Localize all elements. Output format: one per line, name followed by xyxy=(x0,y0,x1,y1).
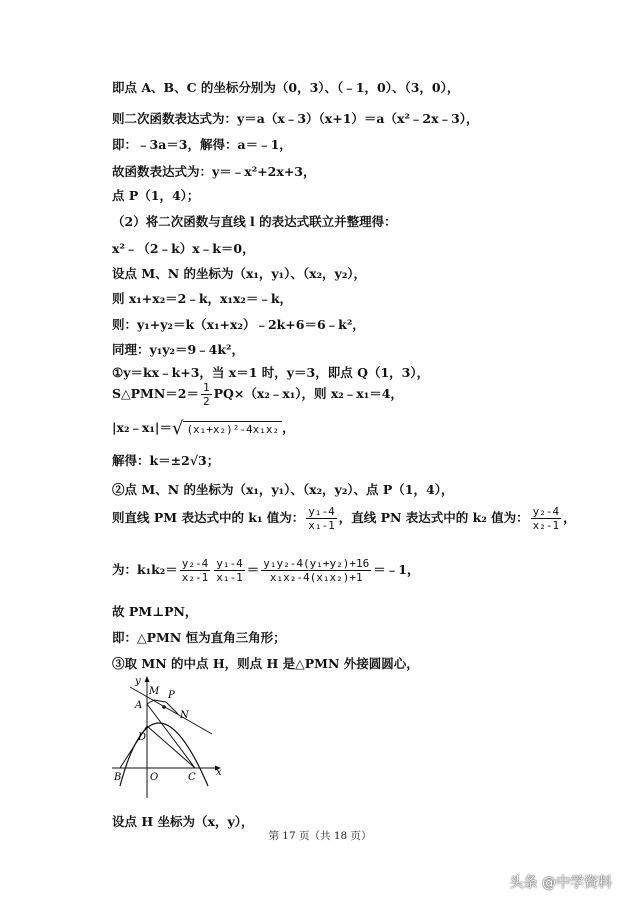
absdiff-tail: ， xyxy=(282,420,295,435)
page-footer: 第 17 页（共 18 页） xyxy=(268,830,372,842)
line-part2-intro: （2）将二次函数与直线 l 的表达式联立并整理得： xyxy=(112,214,397,229)
line-right-triangle: 即：△PMN 恒为直角三角形； xyxy=(112,630,286,645)
line-abs-difference xyxy=(112,418,295,439)
line-point-q: ①y＝kx﹣k+3，当 x＝1 时，y＝3，即点 Q（1，3）， xyxy=(112,365,430,380)
line-y-sum: 则：y₁+y₂＝k（x₁+x₂）﹣2k+6＝6﹣k²， xyxy=(112,317,365,332)
label-c: C xyxy=(188,772,196,783)
line-quadratic-form: 则二次函数表达式为：y＝a（x﹣3）（x+1）＝a（x²﹣2x﹣3）， xyxy=(112,111,479,126)
line-combined-equation: x²﹣（2﹣k）x﹣k＝0， xyxy=(112,241,255,256)
k2-numerator: y₂-4 xyxy=(532,505,560,518)
half-denominator: 2 xyxy=(203,395,210,408)
watermark: 头条 @中学资料 xyxy=(509,875,612,891)
line-area xyxy=(112,381,403,408)
k2-denominator: x₂-1 xyxy=(532,519,560,532)
product-tail: ＝﹣1， xyxy=(373,562,420,577)
area-lead: S△PMN＝2＝ xyxy=(112,386,199,401)
product-a-numerator: y₂-4 xyxy=(181,557,209,570)
label-m: M xyxy=(149,686,160,697)
product-b-denominator: x₁-1 xyxy=(216,571,243,584)
line-part2b-intro: ②点 M、N 的坐标为（x₁，y₁）、（x₂，y₂）、点 P（1，4）， xyxy=(112,482,454,497)
line-point-p: 点 P（1，4）； xyxy=(112,188,200,203)
label-b: B xyxy=(114,772,122,783)
slopes-tail: ， xyxy=(563,510,576,525)
slopes-lead: 则直线 PM 表达式中的 k₁ 值为： xyxy=(112,510,305,525)
line-midpoint-h: ③取 MN 的中点 H，则点 H 是△PMN 外接圆圆心， xyxy=(112,656,419,671)
k1-fraction xyxy=(306,505,337,532)
product-a-denominator: x₂-1 xyxy=(181,571,209,584)
product-lead: 为：k₁k₂＝ xyxy=(112,562,178,577)
product-fraction-b xyxy=(214,557,245,584)
slopes-mid: ，直线 PN 表达式中的 k₂ 值为： xyxy=(338,510,529,525)
sqrt-radicand: (x₁+x₂)²-4x₁x₂ xyxy=(183,421,282,436)
product-c-numerator: y₁y₂-4(y₁+y₂)+16 xyxy=(263,557,370,570)
half-fraction xyxy=(201,381,212,408)
area-rest: PQ×（x₂﹣x₁），则 x₂﹣x₁＝4， xyxy=(213,386,403,401)
y-axis-arrow xyxy=(145,676,150,682)
line-y-product: 同理：y₁y₂＝9﹣4k²， xyxy=(112,342,245,357)
line-perpendicular: 故 PM⊥PN， xyxy=(112,604,198,619)
line-slope-product xyxy=(112,557,419,584)
k2-fraction xyxy=(531,505,562,532)
k1-denominator: x₁-1 xyxy=(308,519,335,532)
parabola-figure xyxy=(108,674,226,802)
label-d: D xyxy=(138,732,147,743)
label-x: x xyxy=(216,767,222,778)
line-coordinates: 即点 A、B、C 的坐标分别为（0，3）、（﹣1，0）、（3，0）， xyxy=(112,80,460,95)
absdiff-lead: |x₂﹣x₁|＝ xyxy=(112,420,172,435)
line-mn-coordinates: 设点 M、N 的坐标为（x₁，y₁）、（x₂，y₂）， xyxy=(112,266,367,281)
product-c-denominator: x₁x₂-4(x₁x₂)+1 xyxy=(269,571,363,584)
label-p: P xyxy=(168,690,175,701)
line-h-coordinates: 设点 H 坐标为（x，y）， xyxy=(112,814,254,829)
line-slopes xyxy=(112,505,576,532)
product-eq: ＝ xyxy=(246,562,260,577)
line-k-solution: 解得：k＝±2√3； xyxy=(112,453,220,468)
sqrt-radicand-box xyxy=(183,421,282,436)
label-a: A xyxy=(135,700,143,711)
product-fraction-c xyxy=(261,557,371,584)
label-y: y xyxy=(135,676,141,687)
product-fraction-a xyxy=(180,557,211,584)
k1-numerator: y₁-4 xyxy=(308,505,335,518)
line-solve-a: 即：﹣3a＝3，解得：a＝﹣1， xyxy=(112,137,292,152)
label-o: O xyxy=(150,772,159,783)
half-numerator: 1 xyxy=(203,381,210,394)
segment-am xyxy=(147,700,154,704)
point-mid-marker xyxy=(162,705,166,709)
sqrt-icon: √ xyxy=(171,418,184,439)
label-n: N xyxy=(180,710,189,721)
line-vieta: 则 x₁+x₂＝2﹣k，x₁x₂＝﹣k， xyxy=(112,291,293,306)
line-function-expression: 故函数表达式为：y＝﹣x²+2x+3， xyxy=(112,164,316,179)
product-b-numerator: y₁-4 xyxy=(216,557,243,570)
segment-pn xyxy=(166,702,178,714)
